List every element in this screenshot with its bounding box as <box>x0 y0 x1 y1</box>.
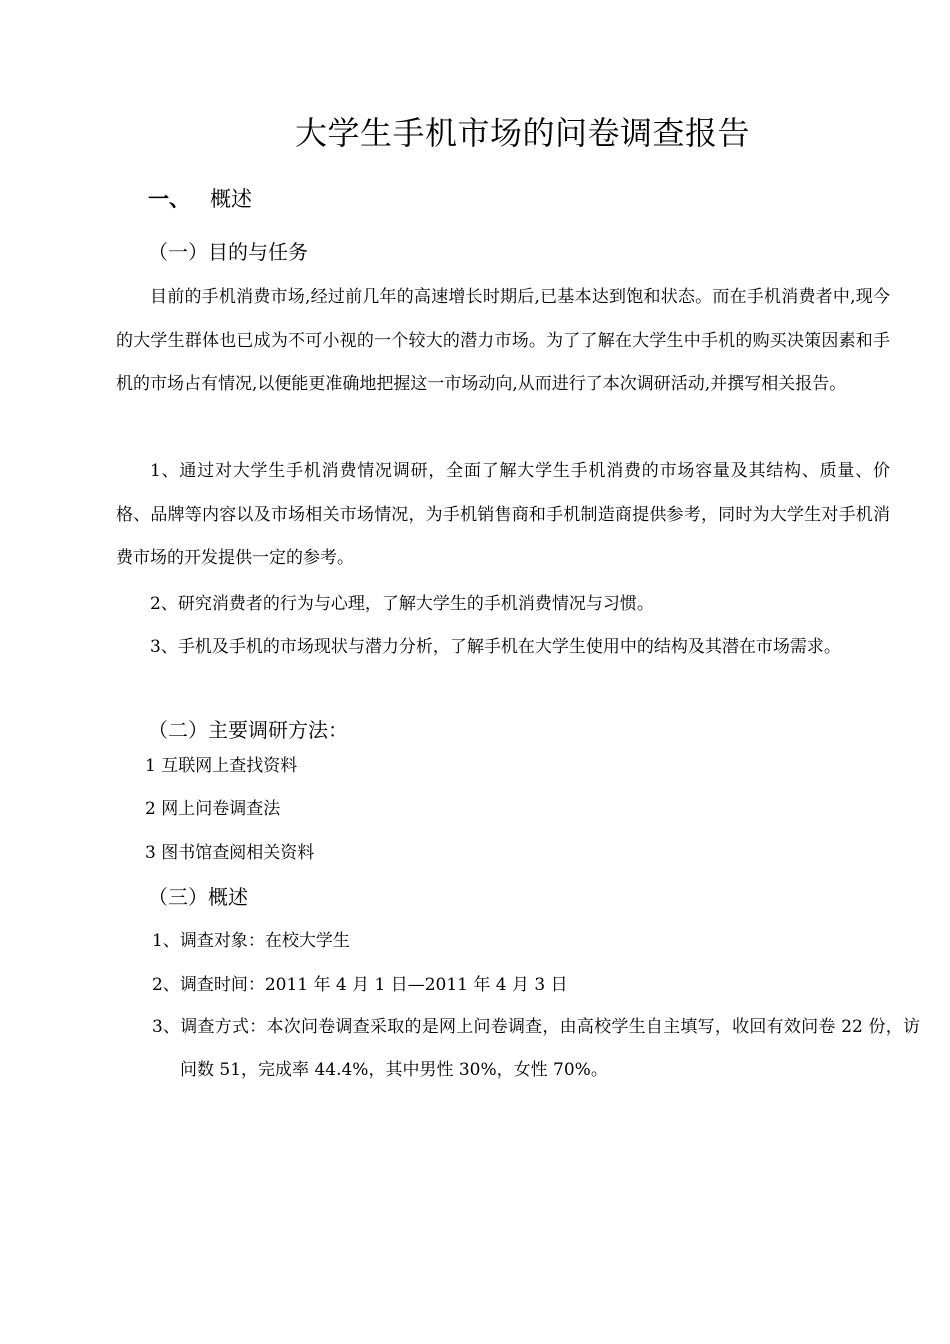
method-item-1: 1 互联网上查找资料 <box>145 756 298 776</box>
purpose-item-2: 2、研究消费者的行为与心理，了解大学生的手机消费情况与习惯。 <box>150 594 654 614</box>
subsection-heading-3: （三）概述 <box>148 885 248 909</box>
section-heading-text: 概述 <box>210 187 252 211</box>
method-item-3: 3 图书馆查阅相关资料 <box>145 843 315 863</box>
section-number: 一、 <box>148 187 190 211</box>
section-heading-1 <box>148 183 252 213</box>
subsection-heading-2: （二）主要调研方法： <box>148 718 348 742</box>
purpose-item-3: 3、手机及手机的市场现状与潜力分析，了解手机在大学生使用中的结构及其潜在市场需求。 <box>150 637 841 657</box>
overview-item-3: 3、调查方式：本次问卷调查采取的是网上问卷调查，由高校学生自主填写，收回有效问卷 22 份，访问数 51，完成率 44.4%，其中男性 30%，女性 70%。 <box>152 1017 920 1080</box>
overview-item-2: 2、调查时间：2011 年 4 月 1 日—2011 年 4 月 3 日 <box>152 975 568 995</box>
overview-item-1: 1、调查对象：在校大学生 <box>152 931 350 951</box>
document-title: 大学生手机市场的问卷调查报告 <box>295 114 751 152</box>
subsection-heading-1: （一）目的与任务 <box>148 240 308 264</box>
method-item-2: 2 网上问卷调查法 <box>145 799 281 819</box>
purpose-item-1: 1、通过对大学生手机消费情况调研，全面了解大学生手机消费的市场容量及其结构、质量、价格、品牌等内容以及市场相关市场情况，为手机销售商和手机制造商提供参考，同时为大学生对手机消费市场的开发提供一定的参考。 <box>116 461 890 568</box>
intro-paragraph: 目前的手机消费市场,经过前几年的高速增长时期后,已基本达到饱和状态。而在手机消费者中,现今的大学生群体也已成为不可小视的一个较大的潜力市场。为了了解在大学生中手机的购买决策因素和手机的市场占有情况,以便能更准确地把握这一市场动向,从而进行了本次调研活动,并撰写相关报告。 <box>116 287 890 394</box>
